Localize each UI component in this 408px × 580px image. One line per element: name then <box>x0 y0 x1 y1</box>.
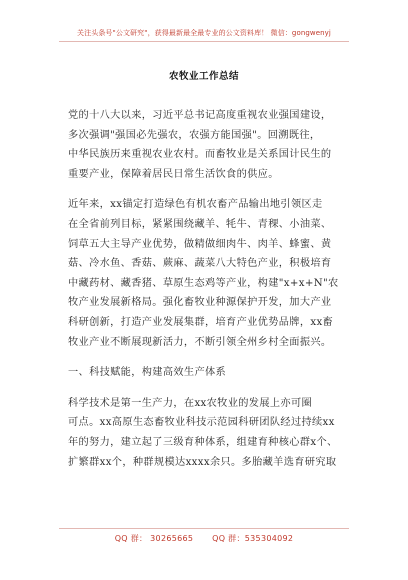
document-title: 农牧业工作总结 <box>168 71 239 82</box>
text-line: 党的十八大以来，习近平总书记高度重视农业强国建设， <box>68 110 332 121</box>
document-body <box>68 106 350 472</box>
text-line: 在全省前列目标，紧紧围绕藏羊、牦牛、青稞、小油菜、 <box>68 218 332 230</box>
text-line: 科学技术是第一生产力，在xx农牧业的发展上亦可圈 <box>68 397 313 409</box>
text-line: 扩繁群xx个，种群规模达xxxx余只。多胎藏羊选育研究取 <box>68 456 337 468</box>
footer-divider <box>59 528 349 529</box>
paragraph-2 <box>68 195 350 352</box>
page-header: 关注头条号"公文研究"，获得最新最全最专业的公文资料库！ 微信：gongwenyj <box>77 29 331 37</box>
text-line: 牧业产业不断展现新活力，不断引领全州乡村全面振兴。 <box>68 336 332 348</box>
text-line: 饲草五大主导产业优势，做精做细肉牛、肉羊、蜂蜜、黄 <box>68 238 332 250</box>
section-heading-text: 一、科技赋能，构建高效生产体系 <box>68 367 227 379</box>
text-line: 牧产业发展新格局。强化畜牧业种源保护开发，加大产业 <box>68 297 332 309</box>
paragraph-3 <box>68 394 350 472</box>
text-line: 近年来，xx锚定打造绿色有机农畜产品输出地引领区走 <box>68 199 323 211</box>
text-line: 中藏药材、藏香猪、草原生态鸡等产业，构建"x+x+N"农 <box>68 277 339 289</box>
text-line: 中华民族历来重视农业农村。而畜牧业是关系国计民生的 <box>68 149 332 161</box>
page-footer <box>0 533 408 544</box>
paragraph-spacer <box>68 352 350 363</box>
paragraph-spacer <box>68 184 350 195</box>
text-line: 菇、冷水鱼、香菇、蕨麻、蔬菜八大特色产业，积极培育 <box>68 258 332 270</box>
paragraph-spacer <box>68 383 350 394</box>
text-line: 重要产业，保障着居民日常生活饮食的供应。 <box>68 168 279 180</box>
footer-qq-group-2: QQ 群：535304092 <box>212 534 294 543</box>
section-heading-1 <box>68 363 350 383</box>
text-line: 科研创新，打造产业发展集群，培育产业优势品牌，xx畜 <box>68 316 334 328</box>
footer-qq-group-1: QQ 群： 30265665 <box>114 534 194 543</box>
paragraph-1 <box>68 106 350 184</box>
text-line: 多次强调"强国必先强农，农强方能国强"。回溯既往， <box>68 129 321 141</box>
header-divider <box>59 41 349 42</box>
text-line: 年的努力，建立起了三级育种体系，组建育种核心群x个、 <box>68 436 338 448</box>
text-line: 可点。xx高原生态畜牧业科技示范园科研团队经过持续xx <box>68 417 335 429</box>
